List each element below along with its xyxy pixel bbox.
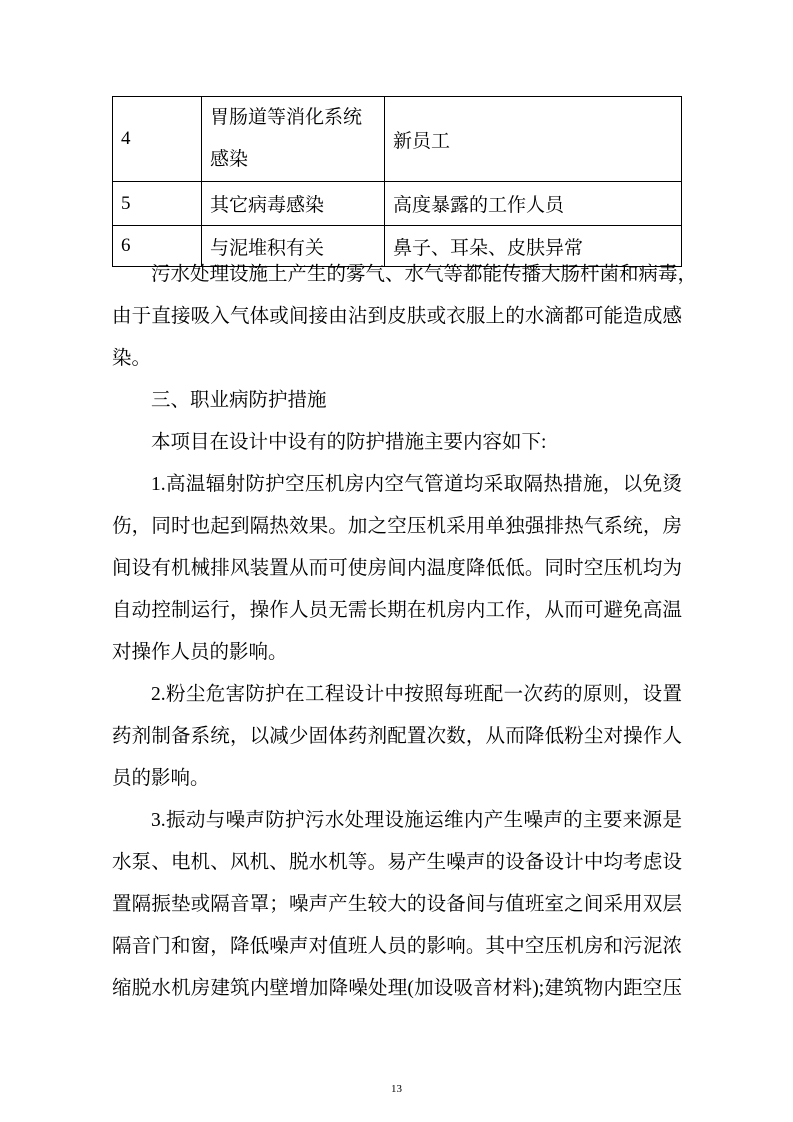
row-number: 4 (113, 97, 202, 182)
page-number: 13 (391, 1083, 402, 1095)
text-line: 药剂制备系统，以减少固体药剂配置次数，从而降低粉尘对操作人 (112, 726, 682, 747)
text-line: 由于直接吸入气体或间接由沾到皮肤或衣服上的水滴都可能造成感 (112, 306, 682, 327)
text-line: 水泵、电机、风机、脱水机等。易产生噪声的设备设计中均考虑设 (112, 852, 682, 873)
text-line: 对操作人员的影响。 (112, 642, 288, 663)
row-number: 6 (113, 226, 202, 267)
disease-line: 胃肠道等消化系统 (210, 107, 363, 128)
occupational-disease-table (112, 96, 682, 267)
table-row (113, 97, 682, 182)
row-number: 5 (113, 182, 202, 226)
group-cell: 鼻子、耳朵、皮肤异常 (385, 226, 682, 267)
text-line: 自动控制运行，操作人员无需长期在机房内工作，从而可避免高温 (112, 600, 682, 621)
text-line: 伤，同时也起到隔热效果。加之空压机采用单独强排热气系统，房 (112, 516, 682, 537)
text-line: 缩脱水机房建筑内壁增加降噪处理(加设吸音材料);建筑物内距空压 (112, 978, 682, 999)
body-text (112, 254, 698, 1010)
text-line: 污水处理设施上产生的雾气、水气等都能传播大肠杆菌和病毒， (151, 264, 698, 285)
group-cell: 高度暴露的工作人员 (385, 182, 682, 226)
table-row (113, 182, 682, 226)
text-line: 置隔振垫或隔音罩；噪声产生较大的设备间与值班室之间采用双层 (112, 894, 682, 915)
disease-cell (202, 97, 385, 182)
text-line: 员的影响。 (112, 768, 210, 789)
disease-cell: 与泥堆积有关 (202, 226, 385, 267)
group-cell: 新员工 (385, 97, 682, 182)
text-line: 间设有机械排风装置从而可使房间内温度降低低。同时空压机均为 (112, 558, 682, 579)
section-heading: 三、职业病防护措施 (151, 390, 327, 411)
text-line: 染。 (112, 348, 152, 369)
text-line: 本项目在设计中设有的防护措施主要内容如下: (151, 432, 547, 453)
text-line: 3.振动与噪声防护污水处理设施运维内产生噪声的主要来源是 (151, 810, 682, 831)
text-line: 2.粉尘危害防护在工程设计中按照每班配一次药的原则，设置 (151, 684, 682, 705)
disease-line: 感染 (210, 149, 249, 170)
disease-cell: 其它病毒感染 (202, 182, 385, 226)
text-line: 1.高温辐射防护空压机房内空气管道均采取隔热措施，以免烫 (151, 474, 682, 495)
text-line: 隔音门和窗，降低噪声对值班人员的影响。其中空压机房和污泥浓 (112, 936, 682, 957)
